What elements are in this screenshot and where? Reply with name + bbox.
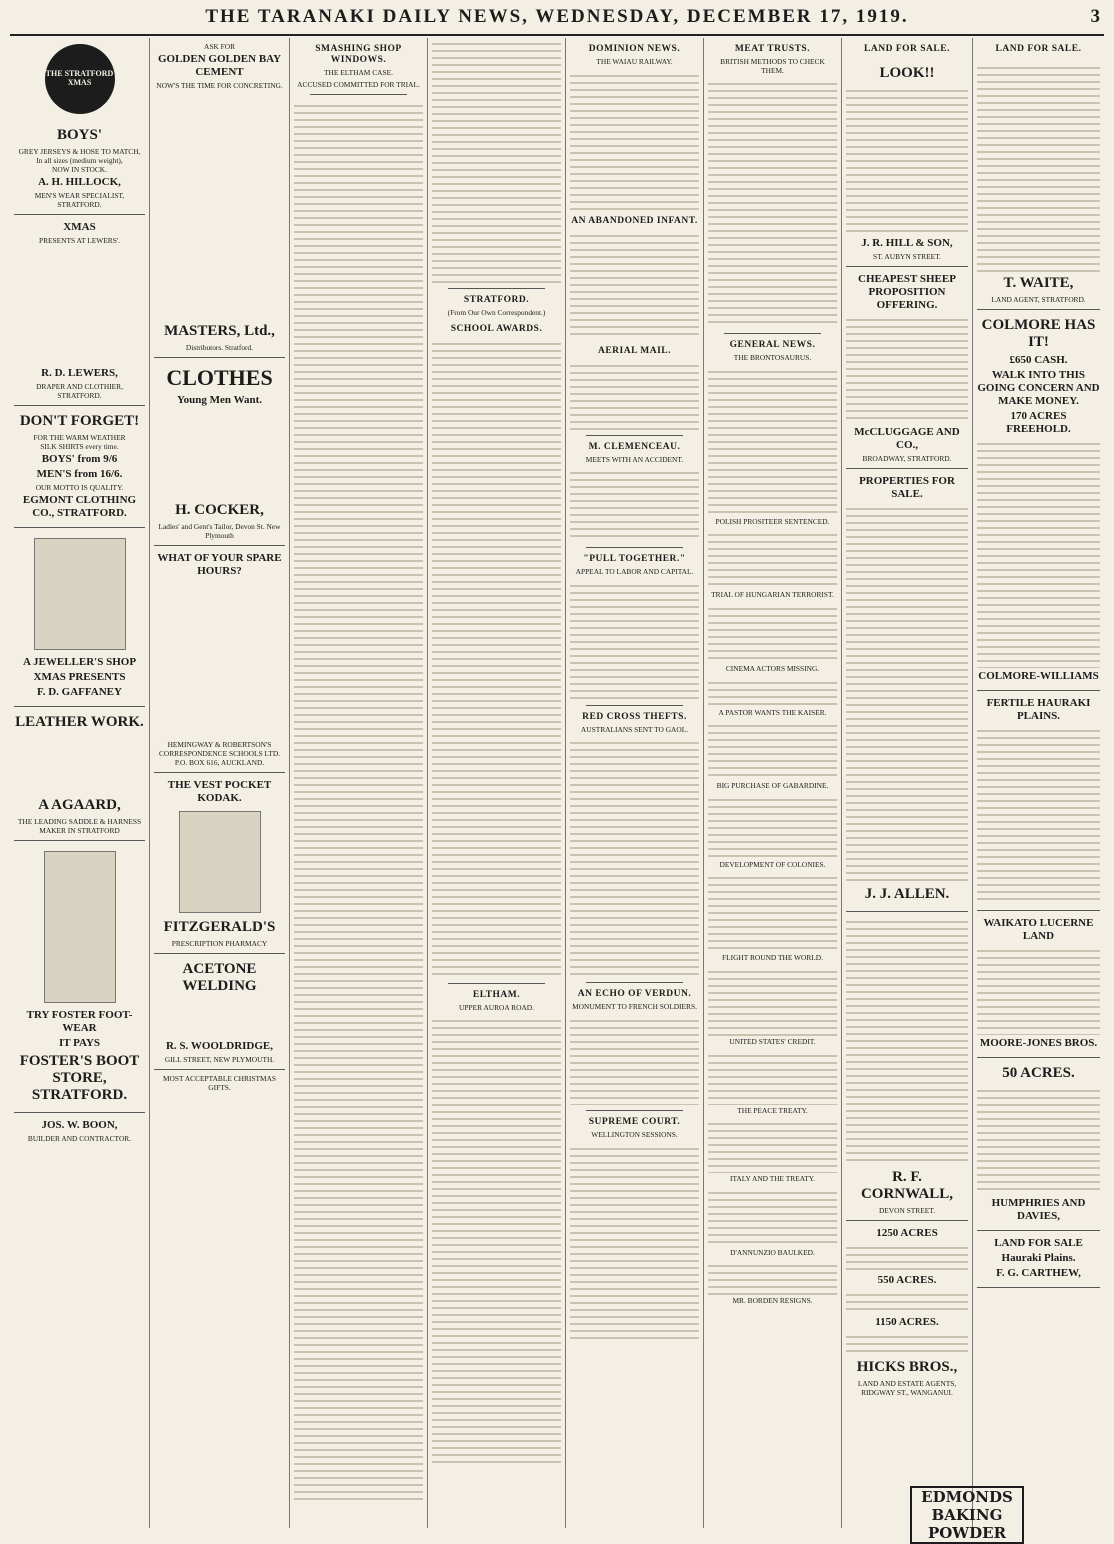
boys-heading: BOYS' bbox=[56, 127, 102, 143]
edmonds-ad bbox=[842, 1480, 1092, 1544]
article-body bbox=[294, 100, 423, 1500]
jewellery-illustration bbox=[34, 538, 126, 650]
masters-ltd: MASTERS, Ltd., bbox=[164, 323, 275, 339]
eltham-heading: ELTHAM. bbox=[472, 989, 521, 1000]
edmonds-logo: EDMONDS BAKING POWDER bbox=[910, 1486, 1024, 1544]
article-body bbox=[432, 338, 561, 978]
fitzgerald-name: FITZGERALD'S bbox=[163, 919, 276, 935]
egmont-clothing: EGMONT CLOTHING CO., STRATFORD. bbox=[22, 494, 137, 519]
colmore-has-it: COLMORE HAS IT! bbox=[981, 317, 1096, 350]
columns bbox=[10, 38, 1104, 1528]
masthead bbox=[10, 4, 1104, 36]
wooldridge-name: R. S. WOOLDRIDGE, bbox=[165, 1040, 274, 1052]
hill-son-name: J. R. HILL & SON, bbox=[861, 237, 953, 249]
leather-work-heading: LEATHER WORK. bbox=[15, 714, 144, 730]
cocker-name: H. COCKER, bbox=[175, 502, 264, 518]
cornwall-name: R. F. CORNWALL, bbox=[860, 1169, 954, 1202]
column-7: LAND FOR SALE. LOOK!! J. R. HILL & SON, ST. AUBYN STREET. CHEAPEST SHEEP PROPOSITION OFFERING. McCLUGGAGE AND CO., BROADWAY, STRATFORD. PROPERTIES FOR SALE. J. J. ALLEN. R. F. CORNWALL, DEVON STREET. 1250 ACRES 550 ACRES. 1150 ACRES. HICKS BROS., LAND AND ESTATE AGENTS, RIDGWAY ST., WANGANUI. bbox=[842, 38, 973, 1528]
boot-illustration bbox=[44, 851, 116, 1003]
page-number: 3 bbox=[1090, 6, 1100, 27]
carthew-name: F. G. CARTHEW, bbox=[996, 1267, 1081, 1279]
stratford-xmas-badge: THE STRATFORD XMAS bbox=[45, 44, 115, 114]
column-8: LAND FOR SALE. T. WAITE, LAND AGENT, STRATFORD. COLMORE HAS IT! £650 CASH. WALK INTO THIS GOING CONCERN AND MAKE MONEY. 170 ACRES FREEHOLD. COLMORE-WILLIAMS FERTILE HAURAKI PLAINS. WAIKATO LUCERNE LAND MOORE-JONES BROS. 50 ACRES. HUMPHRIES AND DAVIES, LAND FOR SALE Hauraki Plains. F. G. CARTHEW, bbox=[973, 38, 1104, 1528]
hillock-name: A. H. HILLOCK, bbox=[38, 176, 121, 188]
column-5: DOMINION NEWS. THE WAIAU RAILWAY. AN ABANDONED INFANT. AERIAL MAIL. M. CLEMENCEAU. MEETS WITH AN ACCIDENT. "PULL TOGETHER." APPEAL TO LABOR AND CAPITAL. RED CROSS THEFTS. AUSTRALIANS SENT TO GAOL. AN ECHO OF VERDUN. MONUMENT TO FRENCH SOLDIERS. SUPREME COURT. WELLINGTON SESSIONS. bbox=[566, 38, 704, 1528]
humphries-davies: HUMPHRIES AND DAVIES, bbox=[991, 1197, 1086, 1222]
article-body bbox=[432, 38, 561, 283]
waite-name: T. WAITE, bbox=[1003, 275, 1074, 291]
column-3: SMASHING SHOP WINDOWS. THE ELTHAM CASE. ACCUSED COMMITTED FOR TRIAL. bbox=[290, 38, 428, 1528]
smashing-windows-heading: SMASHING SHOP WINDOWS. bbox=[315, 44, 402, 65]
hicks-bros-name: HICKS BROS., bbox=[856, 1359, 958, 1375]
column-6: MEAT TRUSTS. BRITISH METHODS TO CHECK THEM. GENERAL NEWS. THE BRONTOSAURUS. POLISH PROSITEER SENTENCED. TRIAL OF HUNGARIAN TERRORIST. CINEMA ACTORS MISSING. A PASTOR WANTS THE KAISER. BIG PURCHASE OF GABARDINE. DEVELOPMENT OF COLONIES. FLIGHT ROUND THE WORLD. UNITED STATES' CREDIT. THE PEACE TREATY. ITALY AND THE TREATY. D'ANNUNZIO BAULKED. MR. BORDEN RESIGNS. bbox=[704, 38, 842, 1528]
mccluggage-name: McCLUGGAGE AND CO., bbox=[854, 426, 960, 451]
spare-hours-heading: WHAT OF YOUR SPARE HOURS? bbox=[157, 552, 282, 577]
stratford-heading: STRATFORD. bbox=[463, 295, 530, 305]
xmas-heading: XMAS bbox=[63, 221, 96, 233]
column-2: ASK FOR GOLDEN GOLDEN BAY CEMENT NOW'S THE TIME FOR CONCRETING. MASTERS, Ltd., Distributors. Stratford. CLOTHES Young Men Want. H. COCKER, Ladies' and Gent's Tailor, Devon St. New Plymouth WHAT OF YOUR SPARE HOURS? HEMINGWAY & ROBERTSON'S CORRESPONDENCE SCHOOLS LTD. P.O. BOX 616, AUCKLAND. THE VEST POCKET KODAK. FITZGERALD'S PRESCRIPTION PHARMACY ACETONE WELDING R. S. WOOLDRIDGE, GILL STREET, NEW PLYMOUTH. MOST ACCEPTABLE CHRISTMAS GIFTS. bbox=[150, 38, 290, 1528]
column-4: STRATFORD. (From Our Own Correspondent.) SCHOOL AWARDS. ELTHAM. UPPER AUROA ROAD. bbox=[428, 38, 566, 1528]
lewers-name: R. D. LEWERS, bbox=[41, 367, 118, 379]
article-body bbox=[432, 1015, 561, 1465]
allen-name: J. J. ALLEN. bbox=[864, 886, 950, 902]
moore-jones: MOORE-JONES BROS. bbox=[979, 1037, 1098, 1049]
boon-name: JOS. W. BOON, bbox=[41, 1119, 118, 1131]
meat-trusts-heading: MEAT TRUSTS. bbox=[734, 44, 811, 54]
land-for-sale-heading: LAND FOR SALE. bbox=[864, 44, 950, 54]
clothes-heading: CLOTHES bbox=[166, 365, 273, 390]
dont-forget-heading: DON'T FORGET! bbox=[19, 413, 140, 429]
column-1: THE STRATFORD XMAS BOYS' GREY JERSEYS & HOSE TO MATCH, In all sizes (medium weight), NOW IN STOCK. A. H. HILLOCK, MEN'S WEAR SPECIALIST, STRATFORD. XMAS PRESENTS AT LEWERS'. R. D. LEWERS, DRAPER AND CLOTHIER, STRATFORD. DON'T FORGET! FOR THE WARM WEATHER SILK SHIRTS every time. BOYS' from 9/6 MEN'S from 16/6. OUR MOTTO IS QUALITY. EGMONT CLOTHING CO., STRATFORD. A JEWELLER'S SHOP XMAS PRESENTS F. D. GAFFANEY LEATHER WORK. A AGAARD, THE LEADING SADDLE & HARNESS MAKER IN STRATFORD TRY FOSTER FOOT-WEAR IT PAYS FOSTER'S BOOT STORE, STRATFORD. JOS. W. BOON, BUILDER AND CONTRACTOR. bbox=[10, 38, 150, 1528]
colmore-williams: COLMORE-WILLIAMS bbox=[978, 670, 1099, 682]
kodak-heading: THE VEST POCKET KODAK. bbox=[167, 779, 272, 804]
dominion-news-heading: DOMINION NEWS. bbox=[588, 44, 681, 54]
foster-boot-store: FOSTER'S BOOT STORE, STRATFORD. bbox=[19, 1053, 140, 1103]
kodak-illustration bbox=[179, 811, 261, 913]
newspaper-title: THE TARANAKI DAILY NEWS, WEDNESDAY, DECEMBER 17, 1919. bbox=[205, 6, 909, 27]
school-awards-heading: SCHOOL AWARDS. bbox=[450, 323, 543, 334]
aagaard-name: A AGAARD, bbox=[38, 797, 121, 813]
cement-name: GOLDEN GOLDEN BAY CEMENT bbox=[157, 53, 282, 78]
acetone-welding: ACETONE WELDING bbox=[182, 961, 257, 994]
gaffaney-name: F. D. GAFFANEY bbox=[37, 686, 122, 698]
